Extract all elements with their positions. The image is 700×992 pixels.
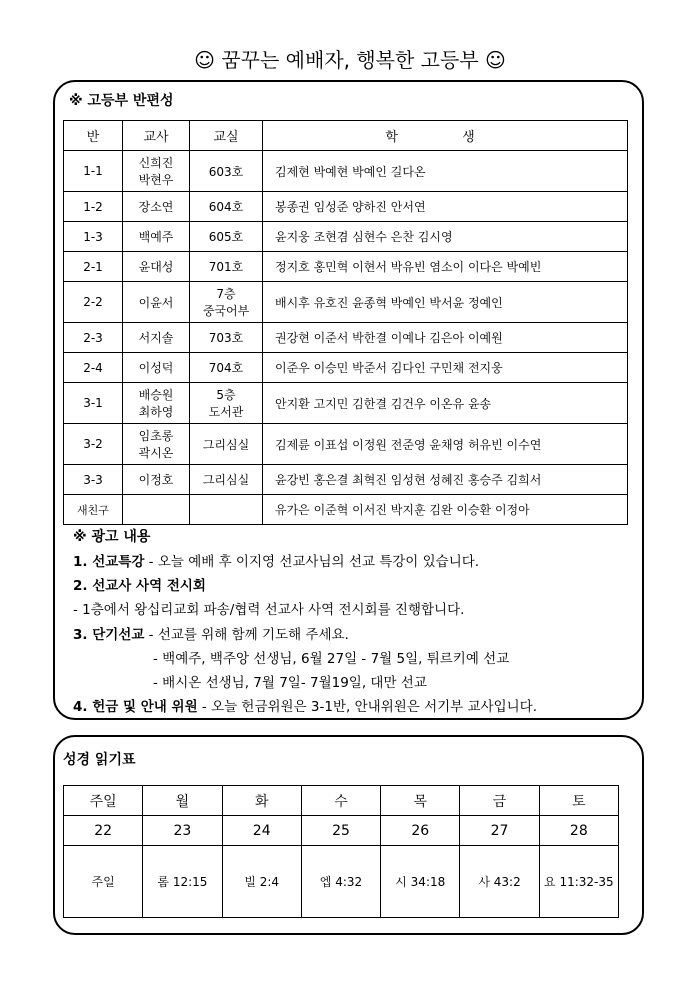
class-number: 3-1 <box>64 383 123 424</box>
room-name: 그리심실 <box>202 473 250 487</box>
teacher-name: 최하영 <box>138 405 174 419</box>
bible-day: 주일 <box>64 786 143 816</box>
room-name: 중국어부 <box>202 304 250 318</box>
class-students: 윤강빈 홍은결 최혁진 임성현 성혜진 홍승주 김희서 <box>263 465 628 495</box>
class-row <box>64 151 628 192</box>
notice-title: 3. 단기선교 <box>73 627 145 643</box>
bible-day: 수 <box>301 786 380 816</box>
notice-line <box>73 598 464 618</box>
header-room: 교실 <box>190 121 263 151</box>
bible-reading: 롬 12:15 <box>143 846 222 918</box>
notice-title: 1. 선교특강 <box>73 554 145 570</box>
bible-date: 28 <box>539 816 618 846</box>
bible-date: 26 <box>381 816 460 846</box>
bible-date: 25 <box>301 816 380 846</box>
notices-heading: ※ 광고 내용 <box>73 529 151 545</box>
notice-text: - 백예주, 백주앙 선생님, 6월 27일 - 7월 5일, 튀르키예 선교 <box>153 651 510 667</box>
bible-day: 화 <box>222 786 301 816</box>
bible-day: 금 <box>460 786 539 816</box>
notice-line <box>153 647 509 667</box>
bible-date-row <box>64 816 619 846</box>
class-number: 3-2 <box>64 424 123 465</box>
bible-reading: 시 34:18 <box>381 846 460 918</box>
class-row <box>64 192 628 222</box>
class-number: 2-3 <box>64 323 123 353</box>
notice-text: - 배시온 선생님, 7월 7일- 7월19일, 대만 선교 <box>153 675 427 691</box>
class-students: 봉종권 임성준 양하진 안서연 <box>263 192 628 222</box>
class-teacher <box>123 282 190 323</box>
notice-line <box>73 695 537 715</box>
room-name: 604호 <box>208 200 244 214</box>
header-students: 학 생 <box>263 121 628 151</box>
notice-title: 2. 선교사 사역 전시회 <box>73 578 206 594</box>
notice-text: - 오늘 헌금위원은 3-1반, 안내위원은 서기부 교사입니다. <box>197 699 538 715</box>
bible-reading-heading: 성경 읽기표 <box>63 752 136 768</box>
class-row <box>64 323 628 353</box>
class-teacher <box>123 495 190 525</box>
class-row <box>64 282 628 323</box>
teacher-name: 이정호 <box>138 473 174 487</box>
class-number: 2-2 <box>64 282 123 323</box>
class-room <box>190 323 263 353</box>
bible-reading-table <box>63 785 619 918</box>
bible-reading-section <box>53 735 644 935</box>
class-number: 1-1 <box>64 151 123 192</box>
teacher-name: 신희진 <box>138 156 174 170</box>
class-students: 권강현 이준서 박한결 이예나 김은아 이예원 <box>263 323 628 353</box>
teacher-name: 서지솔 <box>138 331 174 345</box>
class-teacher <box>123 192 190 222</box>
teacher-name: 이윤서 <box>138 295 174 310</box>
class-number: 2-4 <box>64 353 123 383</box>
class-room <box>190 192 263 222</box>
class-teacher <box>123 151 190 192</box>
room-name: 603호 <box>208 164 244 179</box>
bible-day-row <box>64 786 619 816</box>
class-students: 김제륜 이표섭 이정원 전준영 윤채영 허유빈 이수연 <box>263 424 628 465</box>
class-teacher <box>123 465 190 495</box>
class-students: 유가은 이준혁 이서진 박지훈 김완 이승환 이정아 <box>263 495 628 525</box>
bible-reading: 빌 2:4 <box>222 846 301 918</box>
notice-line <box>153 671 427 691</box>
class-teacher <box>123 222 190 252</box>
room-name: 그리심실 <box>202 437 250 452</box>
class-students: 배시후 유호진 윤종혁 박예인 박서윤 정예인 <box>263 282 628 323</box>
teacher-name: 박현우 <box>138 173 174 187</box>
notice-line <box>73 623 349 643</box>
class-room <box>190 252 263 282</box>
class-number: 2-1 <box>64 252 123 282</box>
class-teacher <box>123 424 190 465</box>
class-room <box>190 222 263 252</box>
teacher-name: 이성덕 <box>138 361 174 375</box>
class-teacher <box>123 252 190 282</box>
class-row <box>64 424 628 465</box>
class-number: 새친구 <box>64 495 123 525</box>
class-students: 이준우 이승민 박준서 김다인 구민채 전지웅 <box>263 353 628 383</box>
bible-reading: 사 43:2 <box>460 846 539 918</box>
class-students: 윤지웅 조현겸 심현수 은찬 김시영 <box>263 222 628 252</box>
teacher-name: 임초롱 <box>138 429 174 443</box>
bible-reading: 엡 4:32 <box>301 846 380 918</box>
teacher-name: 배승원 <box>138 388 174 402</box>
class-room <box>190 151 263 192</box>
class-room <box>190 383 263 424</box>
class-number: 1-2 <box>64 192 123 222</box>
notice-title: 4. 헌금 및 안내 위원 <box>73 699 198 715</box>
class-number: 1-3 <box>64 222 123 252</box>
notice-text: - 1층에서 왕십리교회 파송/협력 선교사 사역 전시회를 진행합니다. <box>73 602 465 618</box>
class-teacher <box>123 323 190 353</box>
room-name: 704호 <box>208 361 244 375</box>
class-teacher <box>123 383 190 424</box>
class-row <box>64 252 628 282</box>
teacher-name: 백예주 <box>138 230 174 244</box>
class-room <box>190 353 263 383</box>
room-name: 605호 <box>208 230 244 244</box>
bible-reading: 주일 <box>64 846 143 918</box>
bible-date: 23 <box>143 816 222 846</box>
bible-day: 목 <box>381 786 460 816</box>
header-teacher: 교사 <box>123 121 190 151</box>
class-students: 정지호 홍민혁 이현서 박유빈 염소이 이다은 박예빈 <box>263 252 628 282</box>
room-name: 701호 <box>208 260 244 274</box>
class-students: 안지환 고지민 김한결 김건우 이온유 윤송 <box>263 383 628 424</box>
class-teacher <box>123 353 190 383</box>
class-students: 김제현 박예현 박예인 길다온 <box>263 151 628 192</box>
teacher-name: 윤대성 <box>138 260 174 274</box>
class-row <box>64 222 628 252</box>
class-row <box>64 465 628 495</box>
class-assignment-section <box>53 80 644 720</box>
class-room <box>190 465 263 495</box>
notice-line <box>73 574 206 594</box>
room-name: 5층 <box>216 388 236 402</box>
teacher-name: 장소연 <box>138 200 174 214</box>
class-room <box>190 424 263 465</box>
bible-day: 토 <box>539 786 618 816</box>
bible-day: 월 <box>143 786 222 816</box>
room-name: 7층 <box>216 287 236 301</box>
class-assignment-heading: ※ 고등부 반편성 <box>69 93 174 109</box>
bible-date: 22 <box>64 816 143 846</box>
bible-date: 27 <box>460 816 539 846</box>
bible-reading: 요 11:32-35 <box>539 846 618 918</box>
teacher-name: 곽시온 <box>138 446 174 460</box>
bible-reading-row <box>64 846 619 918</box>
notice-line <box>73 550 479 570</box>
class-room <box>190 495 263 525</box>
room-name: 도서관 <box>208 405 244 419</box>
class-row <box>64 383 628 424</box>
class-row <box>64 495 628 525</box>
room-name: 703호 <box>208 331 244 345</box>
class-table <box>63 120 628 525</box>
bible-date: 24 <box>222 816 301 846</box>
page-title: ☺ 꿈꾸는 예배자, 행복한 고등부 ☺ <box>194 48 506 72</box>
notice-text: - 오늘 예배 후 이지영 선교사님의 선교 특강이 있습니다. <box>144 554 480 570</box>
notice-text: - 선교를 위해 함께 기도해 주세요. <box>144 627 349 643</box>
class-number: 3-3 <box>64 465 123 495</box>
header-class: 반 <box>64 121 123 151</box>
class-room <box>190 282 263 323</box>
class-row <box>64 353 628 383</box>
